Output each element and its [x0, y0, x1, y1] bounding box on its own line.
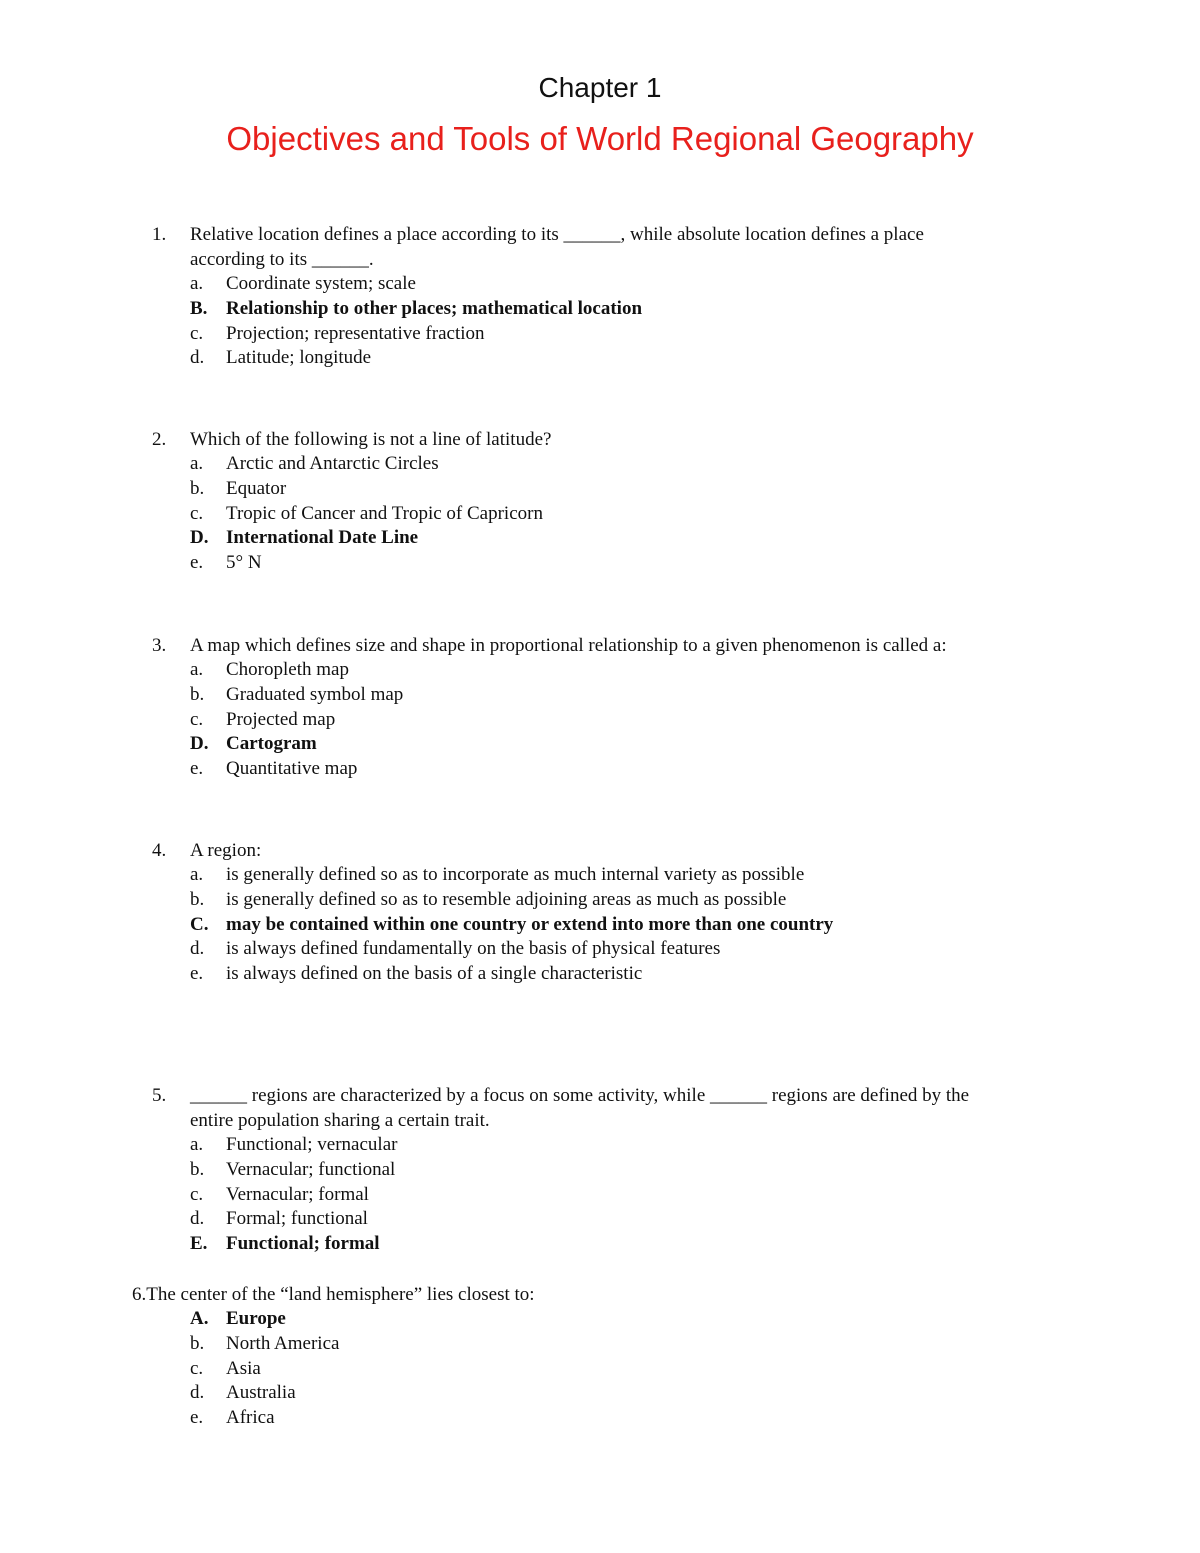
question-text: entire population sharing a certain trait. [190, 1110, 490, 1131]
option-text: Quantitative map [226, 758, 358, 780]
question-text: Which of the following is not a line of latitude? [190, 429, 552, 450]
answer-option [0, 1332, 1200, 1357]
answer-option [0, 708, 1200, 733]
option-text: Tropic of Cancer and Tropic of Capricorn [226, 502, 543, 524]
question-text: according to its ______. [190, 249, 374, 270]
option-letter: a. [190, 273, 204, 294]
question-6 [0, 1282, 1200, 1431]
question-number: 2. [152, 429, 167, 450]
option-text: Choropleth map [226, 659, 349, 680]
option-text: Equator [226, 477, 287, 499]
option-text: may be contained within one country or extend into more than one country [226, 913, 834, 935]
answer-option [0, 322, 1200, 347]
question-text: A map which defines size and shape in proportional relationship to a given phenomenon is called a: [190, 635, 947, 656]
option-text: Arctic and Antarctic Circles [226, 453, 439, 474]
answer-option [0, 1207, 1200, 1232]
option-letter: C. [190, 913, 209, 935]
option-text: Coordinate system; scale [226, 273, 416, 294]
correct-answer-option [0, 297, 1200, 322]
answer-option [0, 1183, 1200, 1208]
option-text: Functional; formal [226, 1233, 380, 1255]
option-text: International Date Line [226, 527, 419, 549]
option-letter: c. [190, 322, 204, 344]
correct-answer-option [0, 1232, 1200, 1257]
correct-answer-option [0, 526, 1200, 551]
option-letter: a. [190, 659, 204, 680]
option-letter: D. [190, 527, 209, 549]
question-3 [0, 633, 1200, 782]
option-text: is generally defined so as to resemble adjoining areas as much as possible [226, 888, 787, 910]
answer-option [0, 658, 1200, 683]
option-letter: e. [190, 552, 204, 574]
option-letter: e. [190, 758, 204, 780]
option-letter: c. [190, 502, 204, 524]
answer-option [0, 1133, 1200, 1158]
answer-option [0, 962, 1200, 987]
answer-option [0, 452, 1200, 477]
question-text: A region: [190, 840, 262, 861]
option-text: Vernacular; formal [226, 1183, 369, 1205]
option-letter: d. [190, 347, 205, 369]
option-letter: c. [190, 1183, 204, 1205]
answer-option [0, 272, 1200, 297]
option-letter: c. [190, 708, 204, 730]
option-text: Europe [226, 1308, 286, 1329]
option-text: Cartogram [226, 733, 317, 755]
question-number: 3. [152, 635, 167, 656]
option-letter: e. [190, 1407, 204, 1429]
option-text: Relationship to other places; mathematical location [226, 297, 643, 319]
option-letter: a. [190, 453, 204, 474]
option-letter: d. [190, 1208, 205, 1230]
answer-option [0, 683, 1200, 708]
correct-answer-option [0, 1307, 1200, 1332]
page-title: Objectives and Tools of World Regional Geography [226, 120, 974, 157]
answer-option [0, 551, 1200, 576]
option-letter: b. [190, 1158, 205, 1180]
question-number: 1. [152, 224, 167, 245]
answer-option [0, 1406, 1200, 1431]
option-letter: b. [190, 477, 205, 499]
question-text: Relative location defines a place according to its ______, while absolute location defines a place [190, 224, 924, 245]
option-text: Vernacular; functional [226, 1158, 396, 1180]
option-text: Functional; vernacular [226, 1134, 398, 1155]
answer-option [0, 1357, 1200, 1382]
answer-option [0, 477, 1200, 502]
answer-option [0, 888, 1200, 913]
option-letter: d. [190, 938, 205, 960]
correct-answer-option [0, 732, 1200, 757]
option-letter: b. [190, 1332, 205, 1354]
answer-option [0, 1381, 1200, 1406]
question-number: 6. [132, 1284, 147, 1305]
option-letter: B. [190, 297, 208, 319]
answer-option [0, 757, 1200, 782]
answer-option [0, 863, 1200, 888]
option-text: Australia [226, 1382, 296, 1404]
option-letter: a. [190, 1134, 204, 1155]
answer-option [0, 937, 1200, 962]
option-letter: b. [190, 888, 205, 910]
correct-answer-option [0, 913, 1200, 938]
option-text: 5° N [226, 552, 262, 574]
option-text: is always defined fundamentally on the basis of physical features [226, 938, 721, 960]
option-letter: A. [190, 1308, 209, 1329]
answer-option [0, 502, 1200, 527]
question-1 [0, 222, 1200, 371]
option-text: is always defined on the basis of a single characteristic [226, 963, 643, 985]
option-text: Asia [226, 1357, 261, 1379]
option-letter: d. [190, 1382, 205, 1404]
option-letter: a. [190, 864, 204, 885]
option-letter: b. [190, 683, 205, 705]
answer-option [0, 346, 1200, 371]
option-text: Formal; functional [226, 1208, 368, 1230]
question-text: The center of the “land hemisphere” lies closest to: [146, 1284, 535, 1305]
option-letter: D. [190, 733, 209, 755]
question-5 [0, 1083, 1200, 1257]
option-letter: E. [190, 1233, 208, 1255]
question-text: ______ regions are characterized by a focus on some activity, while ______ regions are defined by the [190, 1085, 970, 1106]
option-text: Projected map [226, 708, 336, 730]
answer-option [0, 1158, 1200, 1183]
option-text: Africa [226, 1407, 275, 1429]
option-text: Latitude; longitude [226, 347, 372, 369]
question-2 [0, 427, 1200, 576]
option-text: North America [226, 1332, 340, 1354]
chapter-heading: Chapter 1 [538, 72, 662, 103]
option-text: Graduated symbol map [226, 683, 404, 705]
question-4 [0, 838, 1200, 987]
option-text: is generally defined so as to incorporate as much internal variety as possible [226, 864, 805, 885]
option-letter: c. [190, 1357, 204, 1379]
question-number: 4. [152, 840, 167, 861]
question-number: 5. [152, 1085, 167, 1106]
option-letter: e. [190, 963, 204, 985]
option-text: Projection; representative fraction [226, 322, 485, 344]
